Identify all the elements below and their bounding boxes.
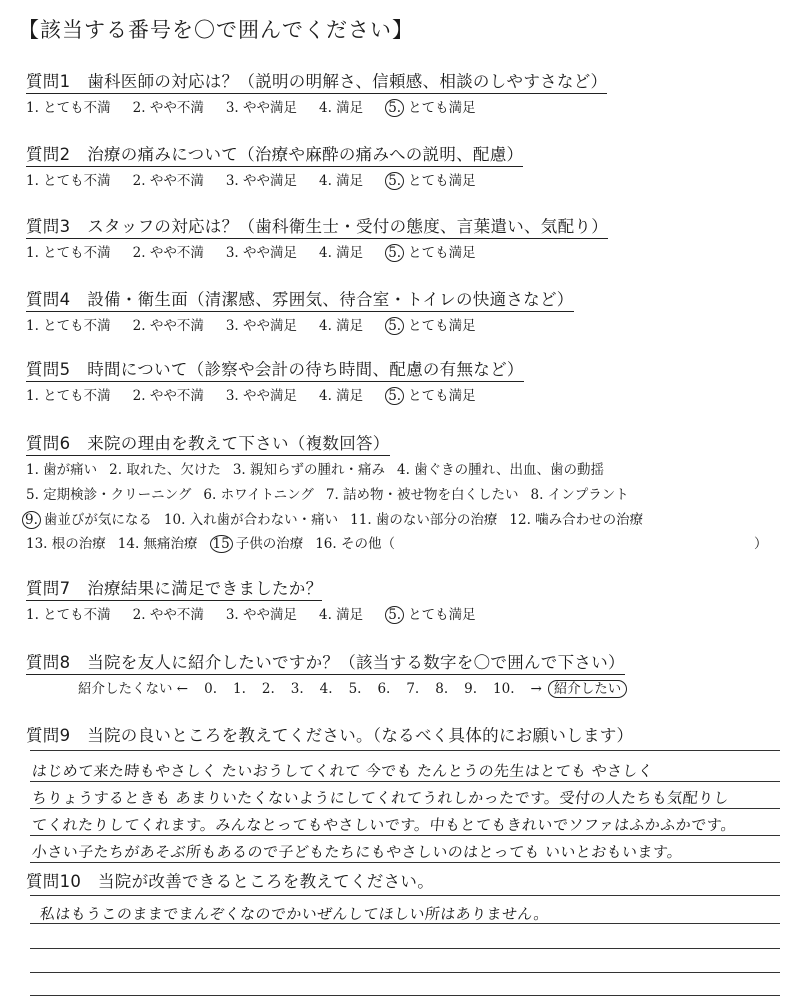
- reason-16[interactable]: 16. その他（: [315, 536, 395, 552]
- scale-3[interactable]: 3.: [290, 681, 304, 697]
- q9-answer-line-4: 小さい子たちがあそぶ所もあるので子どもたちにもやさしいのはとっても いいとおもいます。: [31, 843, 684, 861]
- question-7-options: [26, 603, 498, 623]
- option-5-circled[interactable]: 5.: [385, 172, 404, 190]
- question-3-label: 質問3 スタッフの対応は？（歯科衛生士・受付の態度、言葉遣い、気配り）: [26, 213, 608, 239]
- q9-answer-line-2: ちりょうするときも あまりいたくないようにしてくれてうれしかったです。受付の人たちも気配りし: [31, 789, 730, 807]
- answer-line: [30, 995, 780, 996]
- option-5-circled[interactable]: 5.: [385, 606, 404, 624]
- answer-line: [30, 750, 780, 751]
- reason-12[interactable]: 12. 噛み合わせの治療: [509, 512, 644, 528]
- scale-7[interactable]: 7.: [406, 681, 420, 697]
- page-title: 【該当する番号を〇で囲んでください】: [18, 18, 414, 42]
- option-1[interactable]: 1. とても不満: [26, 607, 111, 623]
- scale-4[interactable]: 4.: [319, 681, 333, 697]
- option-2[interactable]: 2. やや不満: [132, 173, 204, 189]
- scale-1[interactable]: 1.: [233, 681, 246, 697]
- question-7-label: 質問7 治療結果に満足できましたか？: [26, 575, 322, 601]
- option-3[interactable]: 3. やや満足: [225, 245, 298, 261]
- scale-8[interactable]: 8.: [435, 681, 449, 697]
- option-4[interactable]: 4. 満足: [319, 607, 364, 623]
- scale-right-label-circled[interactable]: 紹介したい: [548, 680, 628, 698]
- reason-14[interactable]: 14. 無痛治療: [117, 536, 198, 552]
- option-5-label: とても満足: [408, 173, 476, 189]
- reason-3[interactable]: 3. 親知らずの腫れ・痛み: [232, 462, 386, 478]
- question-8-label: 質問8 当院を友人に紹介したいですか？（該当する数字を〇で囲んで下さい）: [26, 649, 625, 675]
- option-3[interactable]: 3. やや満足: [225, 388, 298, 404]
- question-2-options: [26, 169, 498, 189]
- reason-16-close: ）: [754, 536, 768, 552]
- option-4[interactable]: 4. 満足: [319, 388, 364, 404]
- option-5-circled[interactable]: 5.: [385, 317, 404, 335]
- question-6-label: 質問6 来院の理由を教えて下さい（複数回答）: [26, 430, 390, 456]
- question-5-options: [26, 384, 498, 404]
- answer-line: [30, 862, 780, 863]
- question-3-options: [26, 241, 498, 261]
- reason-10[interactable]: 10. 入れ歯が合わない・痛い: [163, 512, 339, 528]
- option-2[interactable]: 2. やや不満: [132, 607, 204, 623]
- scale-arrow: →: [530, 681, 542, 697]
- option-4[interactable]: 4. 満足: [319, 245, 364, 261]
- question-10-label: 質問10 当院が改善できるところを教えてください。: [26, 872, 434, 891]
- option-1[interactable]: 1. とても不満: [26, 245, 111, 261]
- option-3[interactable]: 3. やや満足: [225, 100, 298, 116]
- option-2[interactable]: 2. やや不満: [132, 100, 204, 116]
- reason-7[interactable]: 7. 詰め物・被せ物を白くしたい: [325, 487, 519, 503]
- scale-0[interactable]: 0.: [204, 681, 217, 697]
- question-2-label: 質問2 治療の痛みについて（治療や麻酔の痛みへの説明、配慮）: [26, 141, 523, 167]
- scale-5[interactable]: 5.: [348, 681, 362, 697]
- question-6-row-2: [26, 483, 641, 503]
- reason-2[interactable]: 2. 取れた、欠けた: [109, 462, 221, 478]
- reason-11[interactable]: 11. 歯のない部分の治療: [350, 512, 498, 528]
- reason-8[interactable]: 8. インプラント: [530, 487, 629, 503]
- answer-line: [30, 948, 780, 949]
- q9-answer-line-3: てくれたりしてくれます。みんなとってもやさしいです。中もとてもきれいでソファはふかふかです。: [31, 816, 738, 834]
- option-4[interactable]: 4. 満足: [319, 173, 364, 189]
- option-3[interactable]: 3. やや満足: [225, 173, 298, 189]
- question-4-label: 質問4 設備・衛生面（清潔感、雰囲気、待合室・トイレの快適さなど）: [26, 286, 574, 312]
- option-1[interactable]: 1. とても不満: [26, 388, 111, 404]
- option-2[interactable]: 2. やや不満: [132, 388, 204, 404]
- reason-6[interactable]: 6. ホワイトニング: [203, 487, 314, 503]
- question-6-row-1: [26, 458, 616, 478]
- option-5-label: とても満足: [408, 318, 476, 334]
- q10-answer: 私はもうこのままでまんぞくなのでかいぜんしてほしい所はありません。: [39, 905, 551, 923]
- reason-13[interactable]: 13. 根の治療: [26, 536, 106, 552]
- answer-line: [30, 835, 780, 836]
- recommend-scale: [78, 677, 627, 697]
- answer-line: [30, 808, 780, 809]
- q9-answer-line-1: はじめて来た時もやさしく たいおうしてくれて 今でも たんとうの先生はとても やさしく: [31, 762, 655, 780]
- option-2[interactable]: 2. やや不満: [132, 245, 204, 261]
- reason-4[interactable]: 4. 歯ぐきの腫れ、出血、歯の動揺: [397, 462, 604, 478]
- option-1[interactable]: 1. とても不満: [26, 318, 111, 334]
- option-5-circled[interactable]: 5.: [385, 244, 404, 262]
- reason-9-label: 歯並びが気になる: [43, 512, 152, 528]
- reason-15-circled[interactable]: 15: [210, 535, 233, 553]
- question-4-options: [26, 314, 498, 334]
- option-3[interactable]: 3. やや満足: [225, 607, 298, 623]
- option-1[interactable]: 1. とても不満: [26, 100, 111, 116]
- option-5-circled[interactable]: 5.: [385, 387, 404, 405]
- scale-left-label: 紹介したくない ←: [78, 681, 189, 697]
- question-6-row-4: [26, 532, 776, 552]
- question-9-label: 質問9 当院の良いところを教えてください。（なるべく具体的にお願いします）: [26, 726, 634, 745]
- scale-10[interactable]: 10.: [493, 681, 515, 697]
- option-5-circled[interactable]: 5.: [385, 99, 404, 117]
- question-6-row-3: [22, 508, 655, 528]
- scale-2[interactable]: 2.: [261, 681, 275, 697]
- option-4[interactable]: 4. 満足: [319, 100, 364, 116]
- question-5-label: 質問5 時間について（診察や会計の待ち時間、配慮の有無など）: [26, 356, 524, 382]
- option-4[interactable]: 4. 満足: [319, 318, 364, 334]
- option-5-label: とても満足: [408, 100, 476, 116]
- question-1-options: [26, 96, 498, 116]
- reason-15-label: 子供の治療: [235, 536, 304, 552]
- option-2[interactable]: 2. やや不満: [132, 318, 204, 334]
- answer-line: [30, 781, 780, 782]
- reason-9-circled[interactable]: 9.: [22, 511, 41, 529]
- scale-9[interactable]: 9.: [464, 681, 478, 697]
- reason-5[interactable]: 5. 定期検診・クリーニング: [26, 487, 192, 503]
- reason-1[interactable]: 1. 歯が痛い: [26, 462, 98, 478]
- question-1-label: 質問1 歯科医師の対応は？（説明の明解さ、信頼感、相談のしやすさなど）: [26, 68, 607, 94]
- option-5-label: とても満足: [408, 607, 476, 623]
- option-1[interactable]: 1. とても不満: [26, 173, 111, 189]
- scale-6[interactable]: 6.: [377, 681, 391, 697]
- option-3[interactable]: 3. やや満足: [225, 318, 298, 334]
- answer-line: [30, 972, 780, 973]
- answer-line: [30, 895, 780, 896]
- option-5-label: とても満足: [408, 245, 476, 261]
- option-5-label: とても満足: [408, 388, 476, 404]
